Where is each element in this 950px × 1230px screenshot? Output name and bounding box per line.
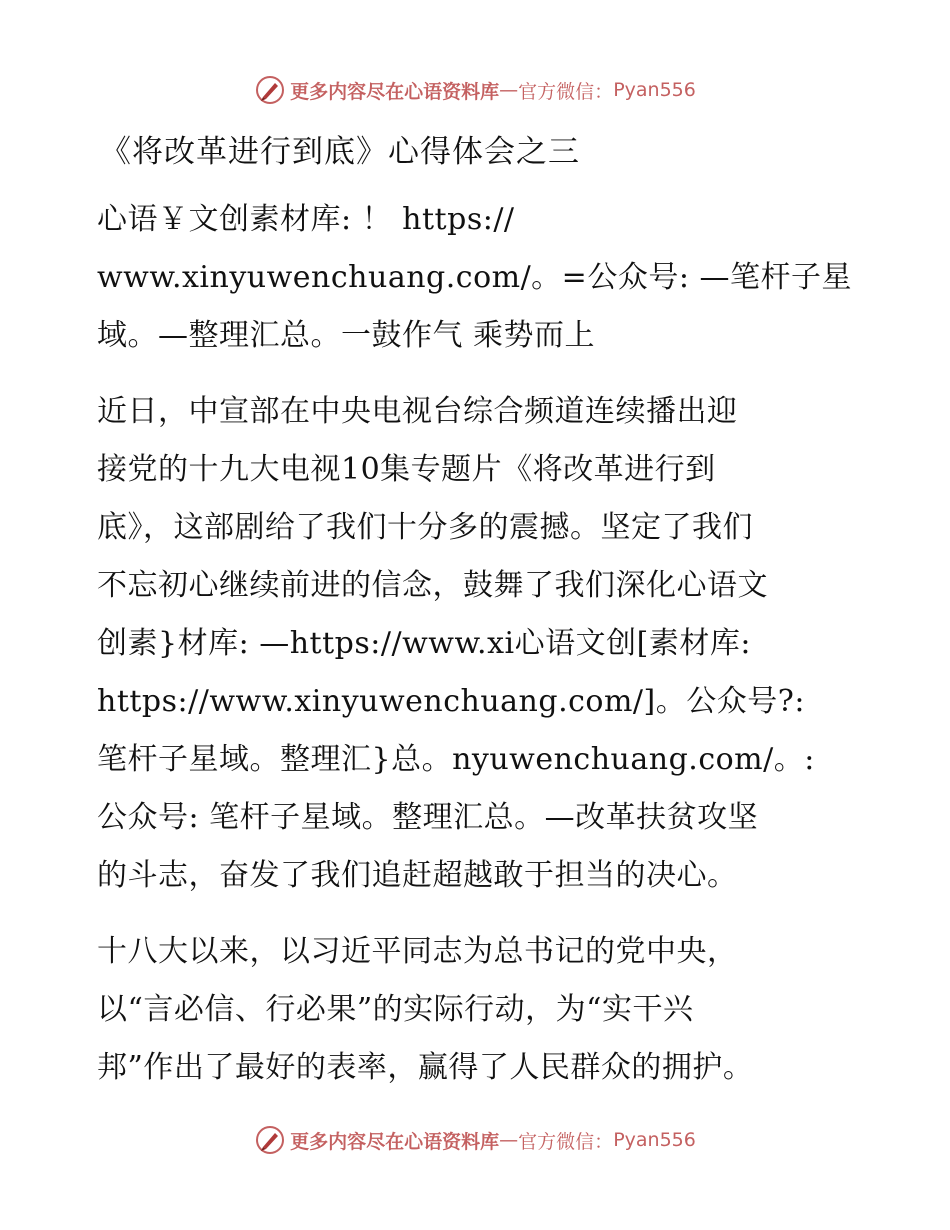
document-title: 《将改革进行到底》心得体会之三 xyxy=(100,134,580,170)
footer-watermark xyxy=(0,1120,950,1160)
body-line: 近日，中宣部在中央电视台综合频道连续播出迎 xyxy=(97,394,738,429)
body-line: 创素}材库: —https://www.xi心语文创[素材库: xyxy=(97,626,751,661)
quill-logo-icon xyxy=(254,1124,286,1156)
watermark-wechat-label: 官方微信： xyxy=(518,80,614,103)
header-watermark xyxy=(0,70,950,110)
watermark-wechat-account: Pyan556 xyxy=(613,1129,696,1151)
body-line: www.xinyuwenchuang.com/。=公众号: —笔杆子星 xyxy=(97,260,852,295)
body-line: 笔杆子星域。整理汇}总。nyuwenchuang.com/。: xyxy=(97,742,815,777)
body-line: 域。—整理汇总。一鼓作气 乘势而上 xyxy=(97,318,596,353)
watermark-wechat-account: Pyan556 xyxy=(613,79,696,101)
body-line: https://www.xinyuwenchuang.com/]。公众号?: xyxy=(97,684,805,719)
body-line: 心语￥文创素材库: ！ https:// xyxy=(97,202,515,237)
body-line: 不忘初心继续前进的信念，鼓舞了我们深化心语文 xyxy=(97,568,768,603)
body-line: 邦”作出了最好的表率，赢得了人民群众的拥护。 xyxy=(97,1050,754,1085)
body-line: 底》，这部剧给了我们十分多的震撼。坚定了我们 xyxy=(97,510,753,545)
quill-logo-icon xyxy=(254,74,286,106)
body-line: 以“言必信、行必果”的实际行动，为“实干兴 xyxy=(97,992,694,1027)
watermark-site: 更多内容尽在心语资料库 xyxy=(290,1130,500,1153)
watermark-dash: — xyxy=(499,1129,519,1151)
body-line: 接党的十九大电视10集专题片《将改革进行到 xyxy=(97,452,716,487)
body-line: 的斗志，奋发了我们追赶超越敢于担当的决心。 xyxy=(97,858,738,893)
body-line: 十八大以来，以习近平同志为总书记的党中央， xyxy=(97,934,738,969)
watermark-dash: — xyxy=(499,79,519,101)
body-line: 公众号: 笔杆子星域。整理汇总。—改革扶贫攻坚 xyxy=(97,800,759,835)
watermark-site: 更多内容尽在心语资料库 xyxy=(290,80,500,103)
watermark-wechat-label: 官方微信： xyxy=(518,1130,614,1153)
